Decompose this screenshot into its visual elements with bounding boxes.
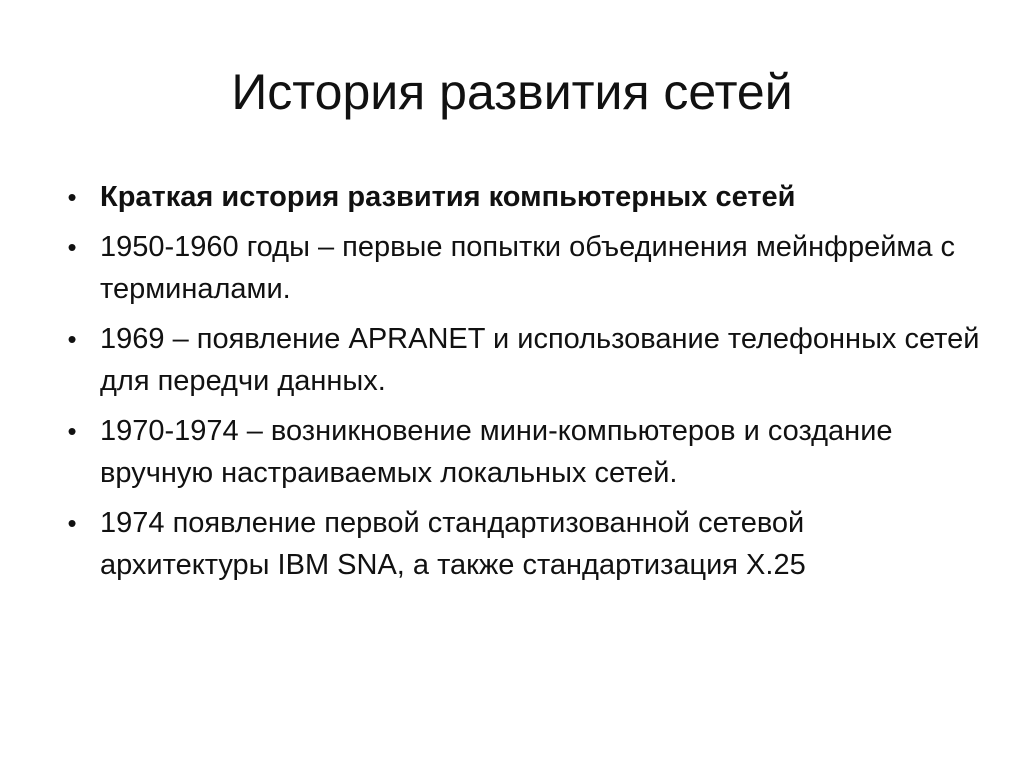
- bullet-text: 1969 – появление APRANET и использование телефонных сетей для передчи данных.: [100, 323, 980, 397]
- bullet-dot-icon: •: [67, 416, 77, 446]
- bullet-item: [60, 318, 980, 402]
- bullet-item: [60, 502, 980, 586]
- bullet-item: [60, 176, 980, 218]
- slide-title: История развития сетей: [231, 64, 793, 120]
- bullet-text: 1974 появление первой стандартизованной сетевой архитектуры IBM SNA, а также стандартизация X.25: [100, 507, 806, 581]
- bullet-text: Краткая история развития компьютерных сетей: [100, 181, 796, 213]
- bullet-dot-icon: •: [67, 324, 77, 354]
- bullet-item: [60, 410, 980, 494]
- bullet-list: [60, 176, 980, 594]
- bullet-text: 1970-1974 – возникновение мини-компьютеров и создание вручную настраиваемых локальных сетей.: [100, 415, 893, 489]
- bullet-dot-icon: •: [67, 232, 77, 262]
- bullet-text: 1950-1960 годы – первые попытки объединения мейнфрейма с терминалами.: [100, 231, 956, 305]
- bullet-dot-icon: •: [67, 508, 77, 538]
- bullet-dot-icon: •: [67, 182, 77, 212]
- bullet-item: [60, 226, 980, 310]
